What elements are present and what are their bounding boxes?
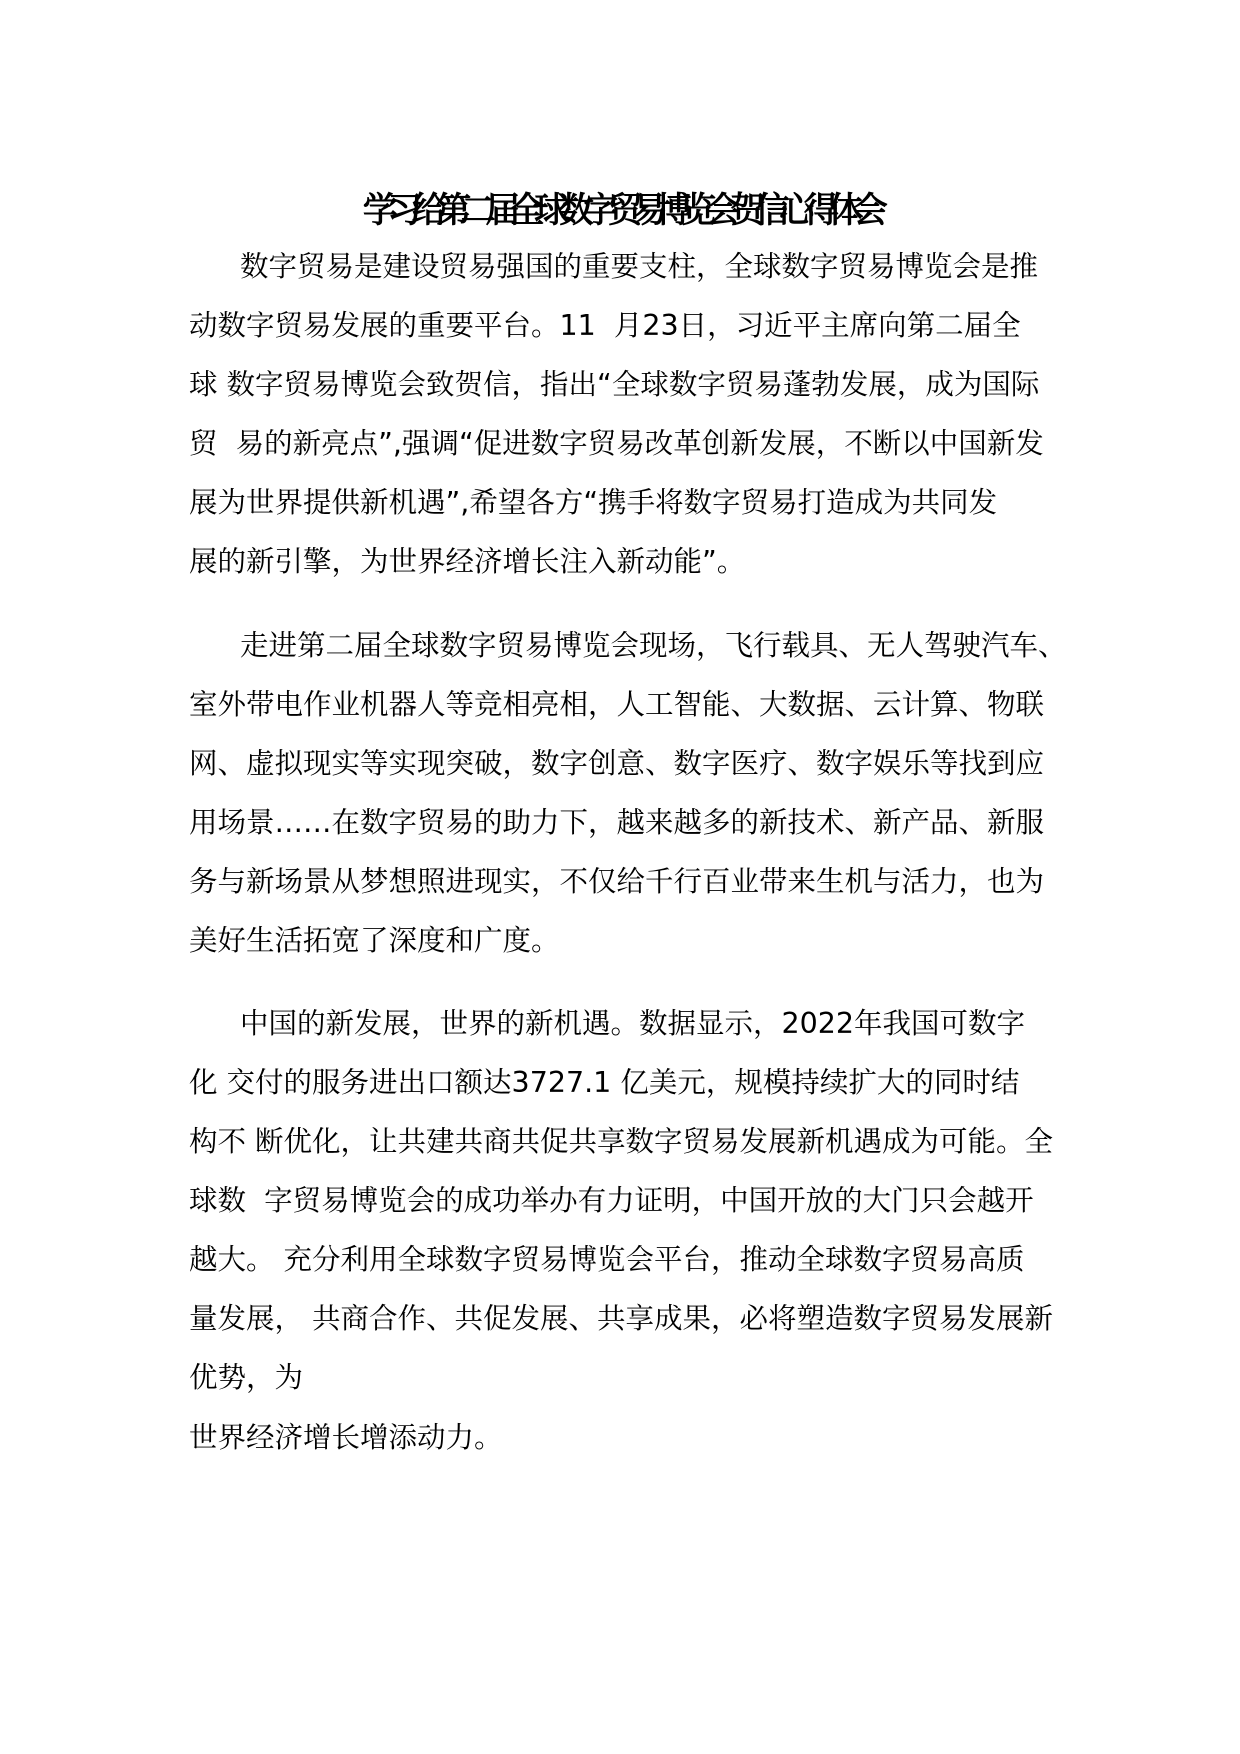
paragraph-2-line-2: 室外带电作业机器人等竞相亮相，人工智能、大数据、云计算、物联 [189,688,1045,721]
paragraph-1-line-4: 贸 易的新亮点”,强调“促进数字贸易改革创新发展，不断以中国新发 [189,427,1044,460]
paragraph-1-line-1: 数字贸易是建设贸易强国的重要支柱，全球数字贸易博览会是推 [240,250,1039,283]
paragraph-2-line-6: 美好生活拓宽了深度和广度。 [189,924,560,957]
paragraph-2-line-1: 走进第二届全球数字贸易博览会现场，飞行载具、无人驾驶汽车、 [240,629,1067,662]
document-title: 学习给第二届全球数字贸易博览会贺信心得体会 [362,191,878,231]
paragraph-3-line-6: 量发展， 共商合作、共促发展、共享成果，必将塑造数字贸易发展新 [189,1302,1054,1335]
paragraph-3-line-5: 越大。 充分利用全球数字贸易博览会平台，推动全球数字贸易高质 [189,1243,1025,1276]
paragraph-1-line-6: 展的新引擎，为世界经济增长注入新动能”。 [189,545,746,578]
paragraph-3-line-8: 世界经济增长增添动力。 [189,1421,503,1454]
paragraph-3-line-2: 化 交付的服务进出口额达3727.1 亿美元，规模持续扩大的同时结 [189,1066,1020,1099]
paragraph-1-line-5: 展为世界提供新机遇”,希望各方“携手将数字贸易打造成为共同发 [189,486,998,519]
paragraph-1-line-2: 动数字贸易发展的重要平台。11 月23日，习近平主席向第二届全 [189,309,1021,342]
paragraph-1-line-3: 球 数字贸易博览会致贺信，指出“全球数字贸易蓬勃发展，成为国际 [189,368,1040,401]
paragraph-3-line-4: 球数 字贸易博览会的成功举办有力证明，中国开放的大门只会越开 [189,1184,1034,1217]
paragraph-3-line-7: 优势，为 [189,1361,304,1394]
paragraph-3-line-1: 中国的新发展，世界的新机遇。数据显示，2022年我国可数字 [240,1007,1026,1040]
paragraph-2-line-3: 网、虚拟现实等实现突破，数字创意、数字医疗、数字娱乐等找到应 [189,747,1045,780]
paragraph-2-line-4: 用场景……在数字贸易的助力下，越来越多的新技术、新产品、新服 [189,806,1045,839]
paragraph-2-line-5: 务与新场景从梦想照进现实，不仅给千行百业带来生机与活力，也为 [189,865,1045,898]
paragraph-3-line-3: 构不 断优化，让共建共商共促共享数字贸易发展新机遇成为可能。全 [189,1125,1054,1158]
